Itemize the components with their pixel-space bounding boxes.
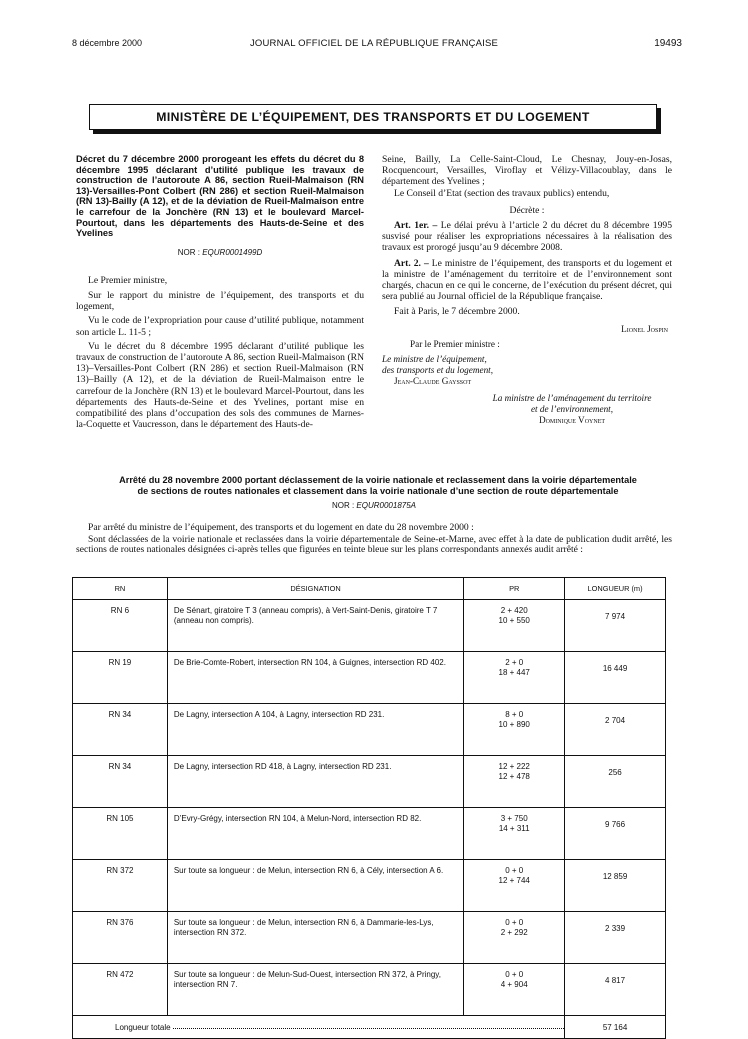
art2-label: Art. 2. – <box>394 257 429 269</box>
cell-pr <box>464 652 565 704</box>
ministry-title: MINISTÈRE DE L’ÉQUIPEMENT, DES TRANSPORTS ET DU LOGEMENT <box>156 110 590 124</box>
cell-rn: RN 105 <box>73 808 168 860</box>
cell-rn: RN 472 <box>73 964 168 1016</box>
cell-longueur: 4 817 <box>565 964 666 1016</box>
cell-pr-start: 0 + 0 <box>505 918 524 927</box>
cell-pr <box>464 704 565 756</box>
table-total-row <box>73 1016 666 1039</box>
cell-rn: RN 34 <box>73 704 168 756</box>
decret-nor-code: EQUR0001499D <box>202 247 263 257</box>
cell-longueur: 9 766 <box>565 808 666 860</box>
arrete-intro: Par arrêté du ministre de l’équipement, des transports et du logement en date du 28 novembre 2000 : <box>88 522 474 533</box>
total-label-cell <box>73 1016 565 1039</box>
table-row <box>73 756 666 808</box>
cell-designation: D’Evry-Grégy, intersection RN 104, à Melun-Nord, intersection RD 82. <box>167 808 463 860</box>
cell-pr-end: 2 + 292 <box>500 928 528 937</box>
decret-article-1 <box>382 220 672 254</box>
col-header-rn: RN <box>73 578 168 600</box>
cell-pr <box>464 600 565 652</box>
journal-title: JOURNAL OFFICIEL DE LA RÉPUBLIQUE FRANÇAISE <box>249 38 499 49</box>
decret-conseil: Le Conseil d’Etat (section des travaux publics) entendu, <box>394 187 610 199</box>
minister-2-name: Dominique Voynet <box>538 414 606 425</box>
cell-pr-start: 0 + 0 <box>505 970 524 979</box>
table-header-row <box>73 578 666 600</box>
cell-rn: RN 372 <box>73 860 168 912</box>
cell-longueur: 2 704 <box>565 704 666 756</box>
table-row <box>73 808 666 860</box>
decret-right-column <box>382 154 672 426</box>
minister-1-title-line2: des transports et du logement, <box>382 364 494 375</box>
col-header-pr: PR <box>464 578 565 600</box>
arrete-nor-code: EQUR0001875A <box>356 501 417 510</box>
cell-pr-end: 10 + 890 <box>498 720 530 729</box>
cell-designation: Sur toute sa longueur : de Melun, intersection RN 6, à Cély, intersection A 6. <box>167 860 463 912</box>
arrete-title-line2: de sections de routes nationales et classement dans la voirie nationale d’une section de route départementale <box>137 485 619 496</box>
signatory-pm <box>382 324 672 335</box>
cell-pr-end: 4 + 904 <box>500 980 528 989</box>
decret-title: Décret du 7 décembre 2000 prorogeant les effets du décret du 8 décembre 1995 déclarant d’utilité publique les travaux de construction de l’autoroute A 86, section Rueil-Malmaison (RN 13)-Versailles-Pont Colbert (RN 286) et section Rueil-Malmaison (RN 13)-Bailly (A 12), et de la déviation de Rueil-Malmaison entre le carrefour de la Jonchère (RN 13) et le boulevard Marcel-Pourtout, dans les départements des Hauts-de-Seine et des Yvelines <box>76 154 364 239</box>
cell-pr <box>464 756 565 808</box>
cell-pr-end: 12 + 744 <box>498 876 530 885</box>
signatory-name: Lionel Jospin <box>621 323 668 334</box>
cell-pr-start: 3 + 750 <box>500 814 528 823</box>
roads-table <box>72 577 666 1039</box>
decret-preamble <box>76 275 364 431</box>
cell-rn: RN 6 <box>73 600 168 652</box>
table-row <box>73 600 666 652</box>
cell-rn: RN 19 <box>73 652 168 704</box>
cell-designation: De Brie-Comte-Robert, intersection RN 104, à Guignes, intersection RD 402. <box>167 652 463 704</box>
arrete-nor-label: NOR : <box>331 501 357 510</box>
minister-2-block <box>382 393 672 426</box>
header-date: 8 décembre 2000 <box>72 38 143 48</box>
cell-pr-start: 2 + 0 <box>505 658 524 667</box>
cell-designation: De Lagny, intersection A 104, à Lagny, intersection RD 231. <box>167 704 463 756</box>
decret-decrete: Décrète : <box>509 204 545 216</box>
dot-leader <box>173 1028 565 1029</box>
total-value: 57 164 <box>565 1016 666 1039</box>
decret-nor-label: NOR : <box>177 247 203 257</box>
ministry-banner <box>89 104 657 130</box>
art1-label: Art. 1er. – <box>394 220 438 232</box>
col-header-longueur: LONGUEUR (m) <box>565 578 666 600</box>
cell-longueur: 7 974 <box>565 600 666 652</box>
cell-pr <box>464 912 565 964</box>
art2-text: Le ministre de l’équipement, des transports et du logement et la ministre de l’aménagement du territoire et de l’environnement sont chargés, chacun en ce qui le concerne, de l’exécution du présent décret, qui sera publié au Journal officiel de la République française. <box>382 257 672 303</box>
minister-1-title-line1: Le ministre de l’équipement, <box>382 353 487 364</box>
cell-pr-end: 10 + 550 <box>498 616 530 625</box>
decret-left-column <box>76 154 364 430</box>
decret-para-3: Vu le code de l’expropriation pour cause d’utilité publique, notamment son article L. 11-5 ; <box>76 315 364 338</box>
arrete-title-line1: Arrêté du 28 novembre 2000 portant déclassement de la voirie nationale et reclassement dans la voirie départementale <box>119 475 637 485</box>
par-le-premier-ministre: Par le Premier ministre : <box>410 338 500 349</box>
cell-longueur: 12 859 <box>565 860 666 912</box>
minister-2-title-line1: La ministre de l’aménagement du territoire <box>492 392 652 403</box>
decret-article-2 <box>382 258 672 303</box>
total-label: Longueur totale <box>115 1022 171 1032</box>
cell-pr-end: 18 + 447 <box>498 668 530 677</box>
table-row <box>73 912 666 964</box>
cell-designation: Sur toute sa longueur : de Melun-Sud-Ouest, intersection RN 372, à Pringy, intersection RN 7. <box>167 964 463 1016</box>
table-row <box>73 652 666 704</box>
decret-nor <box>76 248 364 257</box>
minister-1-name: Jean-Claude Gayssot <box>394 375 472 386</box>
cell-pr <box>464 808 565 860</box>
table-row <box>73 860 666 912</box>
cell-designation: Sur toute sa longueur : de Melun, intersection RN 6, à Dammarie-les-Lys, intersection RN 372. <box>167 912 463 964</box>
cell-pr-end: 14 + 311 <box>498 824 530 833</box>
arrete-body <box>76 522 672 555</box>
arrete-text: Sont déclassées de la voirie nationale et reclassées dans la voirie départementale de Seine-et-Marne, avec effet à la date de publication dudit arrêté, les sections de routes nationales désignées ci-après telles que figurées en teinte bleue sur les plans correspondants annexés audit arrêté : <box>76 534 672 556</box>
cell-longueur: 256 <box>565 756 666 808</box>
decret-para-2: Sur le rapport du ministre de l’équipement, des transports et du logement, <box>76 289 364 313</box>
cell-pr <box>464 860 565 912</box>
decret-fait: Fait à Paris, le 7 décembre 2000. <box>394 306 520 318</box>
cell-pr-start: 0 + 0 <box>505 866 524 875</box>
decret-para-1: Le Premier ministre, <box>88 274 168 286</box>
decret-continuation: Seine, Bailly, La Celle-Saint-Cloud, Le Chesnay, Jouy-en-Josas, Rocquencourt, Versailles, Viroflay et Vélizy-Villacoublay, dans le département des Yvelines ; <box>382 154 672 188</box>
minister-2-title-line2: et de l’environnement, <box>530 403 614 414</box>
table-row <box>73 704 666 756</box>
arrete-title <box>78 475 678 496</box>
decret-para-4: Vu le décret du 8 décembre 1995 déclarant d’utilité publique les travaux de construction de l’autoroute A 86, section Rueil-Malmaison (RN 13)–Versailles-Pont Colbert (RN 286) et section Rueil-Malmaison (RN 13)–Bailly (A 12), et de la déviation de Rueil-Malmaison entre le carrefour de la Jonchère (RN 13) et le boulevard Marcel-Pourtout, dans les départements des Hauts-de-Seine et des Yvelines, portant mise en compatibilité des plans d’occupation des sols des communes de Marnes-la-Coquette et Vaucresson, dans le département des Hauts-de- <box>76 340 364 431</box>
minister-1-block <box>382 354 672 387</box>
cell-designation: De Lagny, intersection RD 418, à Lagny, intersection RD 231. <box>167 756 463 808</box>
col-header-designation: DÉSIGNATION <box>167 578 463 600</box>
cell-rn: RN 34 <box>73 756 168 808</box>
cell-pr-start: 2 + 420 <box>500 606 528 615</box>
cell-rn: RN 376 <box>73 912 168 964</box>
cell-longueur: 2 339 <box>565 912 666 964</box>
cell-longueur: 16 449 <box>565 652 666 704</box>
cell-pr-end: 12 + 478 <box>498 772 530 781</box>
cell-pr-start: 12 + 222 <box>498 762 530 771</box>
page-number: 19493 <box>654 38 682 49</box>
cell-designation: De Sénart, giratoire T 3 (anneau compris), à Vert-Saint-Denis, giratoire T 7 (anneau non compris). <box>167 600 463 652</box>
cell-pr-start: 8 + 0 <box>505 710 524 719</box>
art1-text: Le délai prévu à l’article 2 du décret du 8 décembre 1995 susvisé pour réaliser les expropriations nécessaires à la réalisation des travaux est prorogé jusqu’au 9 décembre 2008. <box>382 220 672 254</box>
arrete-nor <box>0 501 748 510</box>
